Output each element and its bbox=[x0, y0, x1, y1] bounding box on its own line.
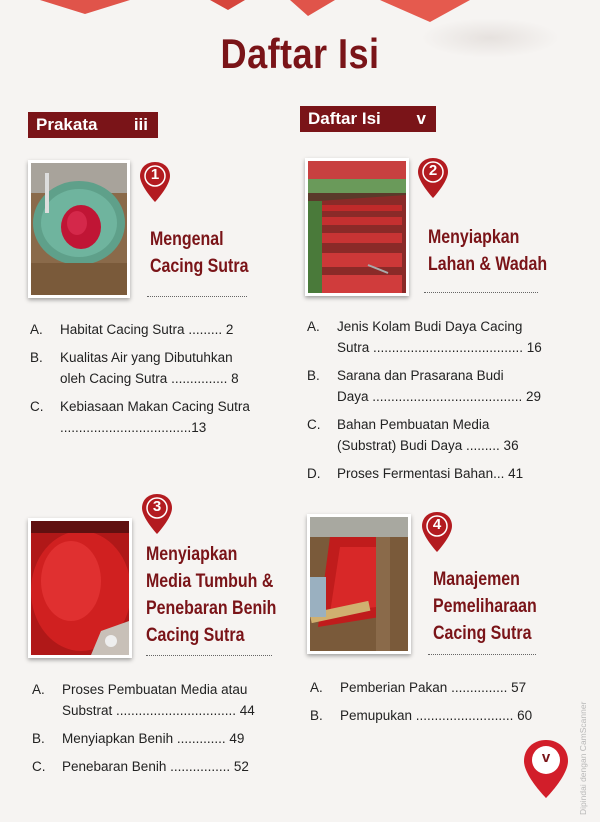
chapter-4-list bbox=[310, 677, 550, 733]
list-item[interactable]: B. Pemupukan .......................... 60 bbox=[310, 708, 533, 723]
list-item[interactable]: D. Proses Fermentasi Bahan... 41 bbox=[307, 466, 524, 481]
chapter-4-photo bbox=[307, 514, 411, 654]
chapter-4-pin bbox=[422, 512, 452, 552]
page-title: Daftar Isi bbox=[220, 30, 380, 77]
ponds-image bbox=[308, 161, 406, 293]
chapter-1-number: 1 bbox=[150, 166, 160, 183]
chapter-1-pin bbox=[140, 162, 170, 202]
chapter-2-list bbox=[307, 316, 547, 491]
list-item[interactable]: B. Kualitas Air yang Dibutuhkan oleh Cacing Sutra ............... 8 bbox=[30, 350, 239, 386]
chapter-3-underline bbox=[146, 655, 272, 656]
list-item[interactable]: A. Pemberian Pakan ............... 57 bbox=[310, 680, 527, 695]
daftar-isi-link[interactable] bbox=[300, 106, 436, 132]
list-item[interactable]: A. Jenis Kolam Budi Daya Cacing Sutra ........................................ 16 bbox=[307, 319, 542, 355]
chapter-2-photo bbox=[305, 158, 409, 296]
list-item[interactable]: C. Bahan Pembuatan Media (Substrat) Budi Daya ......... 36 bbox=[307, 417, 519, 453]
chapter-4-underline bbox=[428, 654, 536, 655]
basin-image bbox=[31, 163, 127, 295]
prakata-page: iii bbox=[133, 115, 148, 134]
list-item[interactable]: B. Sarana dan Prasarana Budi Daya ........................................ 29 bbox=[307, 368, 542, 404]
list-item[interactable]: A. Habitat Cacing Sutra ......... 2 bbox=[30, 322, 234, 337]
page-number: v bbox=[541, 749, 551, 766]
chapter-1-title: Mengenal Cacing Sutra bbox=[150, 229, 249, 277]
chapter-3-title: Menyiapkan Media Tumbuh & Penebaran Benih Cacing Sutra bbox=[146, 544, 277, 646]
chapter-2-title: Menyiapkan Lahan & Wadah bbox=[428, 227, 548, 275]
chapter-4-number: 4 bbox=[432, 516, 442, 533]
chapter-3-list bbox=[32, 679, 272, 784]
daftar-isi-page: v bbox=[416, 109, 426, 128]
list-item[interactable]: C. Kebiasaan Makan Cacing Sutra ...................................13 bbox=[30, 399, 250, 435]
chapter-1-underline bbox=[147, 296, 247, 297]
chapter-2-number: 2 bbox=[428, 162, 438, 179]
chapter-1-list bbox=[30, 319, 270, 445]
chapter-3-photo bbox=[28, 518, 132, 658]
chapter-2-pin bbox=[418, 158, 448, 198]
chapter-2-underline bbox=[424, 292, 538, 293]
prakata-link[interactable] bbox=[28, 112, 158, 138]
chapter-4-title: Manajemen Pemeliharaan Cacing Sutra bbox=[433, 569, 537, 644]
prakata-label: Prakata bbox=[36, 115, 98, 134]
chapter-3-number: 3 bbox=[152, 498, 162, 515]
chapter-1-photo bbox=[28, 160, 130, 298]
scanner-watermark: Dipindai dengan CamScanner bbox=[578, 701, 588, 815]
tank-image bbox=[310, 517, 408, 651]
chapter-3-pin bbox=[142, 494, 172, 534]
media-image bbox=[31, 521, 129, 655]
list-item[interactable]: B. Menyiapkan Benih ............. 49 bbox=[32, 731, 245, 746]
daftar-isi-label: Daftar Isi bbox=[308, 109, 381, 128]
list-item[interactable]: A. Proses Pembuatan Media atau Substrat ................................ 44 bbox=[32, 682, 255, 718]
list-item[interactable]: C. Penebaran Benih ................ 52 bbox=[32, 759, 249, 774]
page-number-pin bbox=[524, 740, 568, 798]
